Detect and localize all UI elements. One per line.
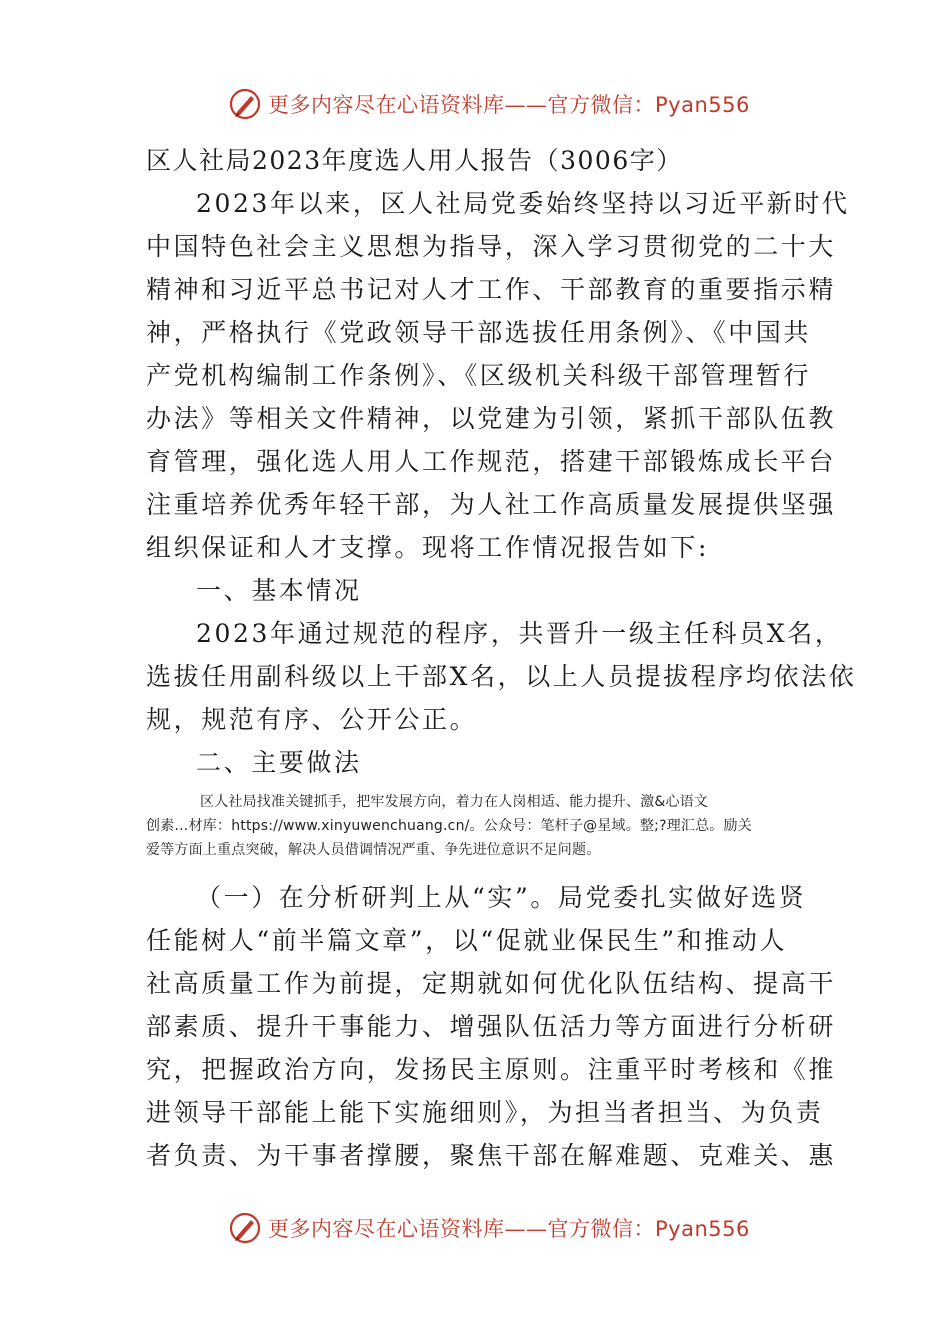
- paragraph-line: 精神和习近平总书记对人才工作、干部教育的重要指示精: [146, 275, 837, 304]
- watermark-text: 更多内容尽在心语资料库——官方微信：Pyan556: [268, 1217, 750, 1241]
- paragraph-line: 究，把握政治方向，发扬民主原则。注重平时考核和《推: [146, 1055, 837, 1084]
- basic-situation-paragraph: [146, 612, 857, 741]
- paragraph-line: 任能树人“前半篇文章”，以“促就业保民生”和推动人: [146, 926, 788, 955]
- paragraph-line: 办法》等相关文件精神，以党建为引领，紧抓干部队伍教: [146, 404, 837, 433]
- paragraph-line: 中国特色社会主义思想为指导，深入学习贯彻党的二十大: [146, 232, 837, 261]
- small-line: 区人社局找准关键抓手，把牢发展方向，着力在人岗相适、能力提升、激&心语文: [200, 794, 709, 810]
- paragraph-line: 注重培养优秀年轻干部，为人社工作高质量发展提供坚强: [146, 490, 837, 519]
- small-line: 爱等方面上重点突破，解决人员借调情况严重、争先进位意识不足问题。: [146, 842, 601, 858]
- paragraph-line: 者负责、为干事者撑腰，聚焦干部在解难题、克难关、惠: [146, 1141, 837, 1170]
- paragraph-line: 社高质量工作为前提，定期就如何优化队伍结构、提高干: [146, 969, 837, 998]
- paragraph-line: 产党机构编制工作条例》、《区级机关科级干部管理暂行: [146, 361, 812, 390]
- watermark-banner-bottom: [228, 1208, 750, 1248]
- paragraph-line: 2023年通过规范的程序，共晋升一级主任科员X名，: [196, 619, 843, 648]
- paragraph-line: 规，规范有序、公开公正。: [146, 705, 478, 734]
- paragraph-line: （一）在分析研判上从“实”。局党委扎实做好选贤: [196, 883, 807, 912]
- section-heading-basic: 一、基本情况: [196, 576, 362, 605]
- pen-logo-icon: [228, 87, 262, 121]
- intro-paragraph: [146, 182, 850, 569]
- paragraph-line: 进领导干部能上能下实施细则》，为担当者担当、为负责: [146, 1098, 824, 1127]
- section-heading-practices: 二、主要做法: [196, 748, 362, 777]
- paragraph-line: 神，严格执行《党政领导干部选拔任用条例》、《中国共: [146, 318, 812, 347]
- paragraph-line: 部素质、提升干事能力、增强队伍活力等方面进行分析研: [146, 1012, 837, 1041]
- inserted-small-paragraph: [146, 790, 810, 862]
- paragraph-line: 组织保证和人才支撑。现将工作情况报告如下:: [146, 533, 710, 562]
- document-title: 区人社局2023年度选人用人报告（3006字）: [146, 146, 683, 175]
- pen-logo-icon: [228, 1211, 262, 1245]
- practices-paragraph: [146, 876, 837, 1177]
- watermark-banner-top: [228, 84, 750, 124]
- document-body: [146, 139, 857, 1177]
- paragraph-line: 选拔任用副科级以上干部X名，以上人员提拔程序均依法依: [146, 662, 857, 691]
- watermark-text: 更多内容尽在心语资料库——官方微信：Pyan556: [268, 93, 750, 117]
- small-line: 创素…材库：https://www.xinyuwenchuang.cn/。公众号：笔杆子@星域。整;?理汇总。励关: [146, 818, 752, 834]
- paragraph-line: 2023年以来，区人社局党委始终坚持以习近平新时代: [196, 189, 850, 218]
- paragraph-line: 育管理，强化选人用人工作规范，搭建干部锻炼成长平台: [146, 447, 837, 476]
